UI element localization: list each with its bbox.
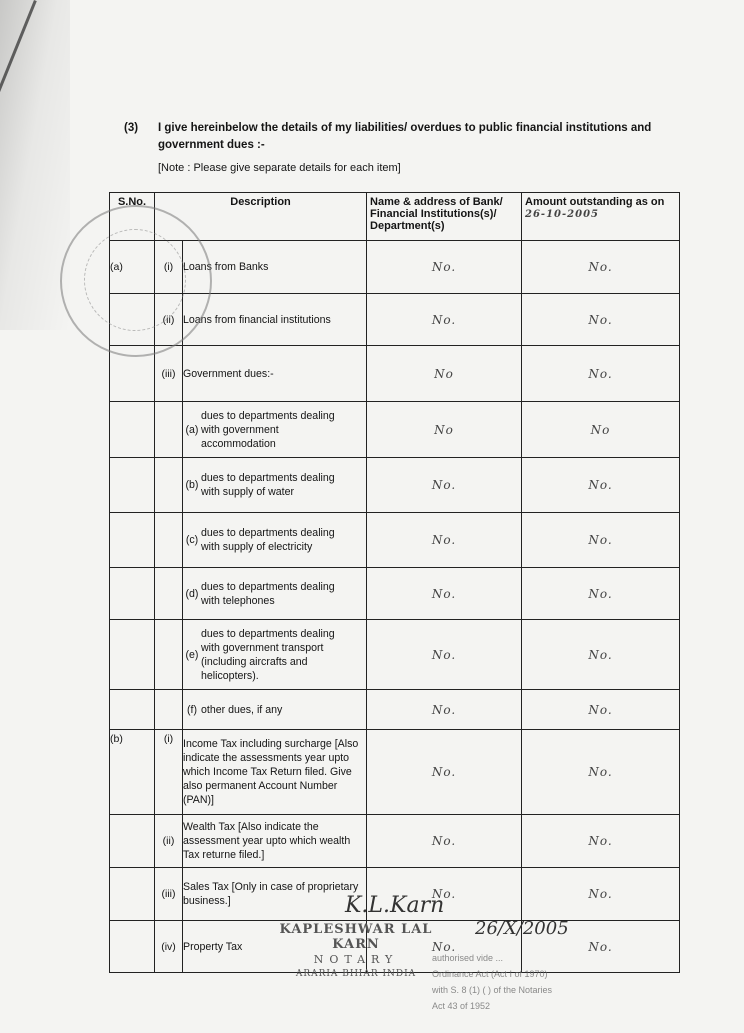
row-amount: No.	[522, 568, 680, 620]
row-letter: (d)	[185, 587, 199, 600]
row-sub	[155, 620, 183, 690]
row-amount: No.	[522, 815, 680, 868]
row-sub	[155, 568, 183, 620]
row-amount: No.	[522, 513, 680, 568]
header-description: Description	[155, 193, 367, 241]
row-bank: No.	[367, 730, 522, 815]
row-amount: No.	[522, 868, 680, 921]
notary-place: ARARIA BIHAR INDIA	[295, 969, 417, 979]
row-amount: No.	[522, 730, 680, 815]
row-description	[183, 458, 367, 513]
faded-line: with S. 8 (1) ( ) of the Notaries	[432, 985, 553, 995]
table-row	[110, 690, 680, 730]
header-amount-date: 26-10-2005	[525, 209, 599, 220]
row-description: Loans from financial institutions	[183, 294, 367, 346]
row-amount: No	[522, 402, 680, 458]
section-number: (3)	[124, 122, 139, 134]
table-row	[110, 346, 680, 402]
notary-name: KAPLESHWAR LAL KARN	[279, 922, 433, 952]
row-desc-text: dues to departments dealing with government transport (including aircrafts and helicopters).	[201, 627, 335, 682]
row-sno	[110, 402, 155, 458]
row-description	[183, 513, 367, 568]
row-sno	[110, 921, 155, 973]
row-bank: No	[367, 402, 522, 458]
signature-date: 26/X/2005	[475, 918, 569, 939]
faded-line: Act 43 of 1952	[432, 1001, 491, 1011]
row-sub: (ii)	[155, 294, 183, 346]
row-bank: No.	[367, 868, 522, 921]
row-bank: No.	[367, 815, 522, 868]
row-sub	[155, 690, 183, 730]
table-row	[110, 620, 680, 690]
row-sub: (iii)	[155, 346, 183, 402]
row-description: Loans from Banks	[183, 241, 367, 294]
row-description: Wealth Tax [Also indicate the assessment year upto which wealth Tax returne filed.]	[183, 815, 367, 868]
header-sno: S.No.	[110, 193, 155, 241]
row-sub: (i)	[155, 241, 183, 294]
row-amount: No.	[522, 690, 680, 730]
row-description	[183, 402, 367, 458]
faded-line: authorised vide ...	[432, 953, 504, 963]
table-row	[110, 458, 680, 513]
row-sub: (ii)	[155, 815, 183, 868]
header-amount	[522, 193, 680, 241]
table-row	[110, 815, 680, 868]
table-row	[110, 568, 680, 620]
row-description: Income Tax including surcharge [Also indicate the assessments year upto which Income Tax Return filed. Give also permanent Account Number (PAN)]	[183, 730, 367, 815]
header-amount-prefix: Amount outstanding as on	[525, 196, 665, 208]
row-amount: No.	[522, 346, 680, 402]
row-sno	[110, 458, 155, 513]
row-bank: No.	[367, 513, 522, 568]
row-letter: (b)	[185, 479, 199, 491]
row-description	[183, 620, 367, 690]
row-sub	[155, 513, 183, 568]
row-bank: No.	[367, 620, 522, 690]
table-row	[110, 513, 680, 568]
row-description	[183, 568, 367, 620]
row-sno: (b)	[110, 730, 155, 815]
row-bank: No.	[367, 294, 522, 346]
row-description: Property Tax	[183, 921, 367, 973]
row-desc-text: dues to departments dealing with telephones	[201, 580, 335, 607]
row-desc-text: dues to departments dealing with government accommodation	[201, 409, 335, 450]
row-bank: No	[367, 346, 522, 402]
row-desc-text: dues to departments dealing with supply of electricity	[201, 527, 335, 553]
row-description	[183, 690, 367, 730]
row-letter: (e)	[185, 648, 199, 661]
section-text: I give hereinbelow the details of my liabilities/ overdues to public financial institutions and government dues :-	[158, 122, 652, 151]
row-sno	[110, 690, 155, 730]
row-sub: (i)	[155, 730, 183, 815]
row-letter: (a)	[185, 423, 199, 436]
header-bank: Name & address of Bank/ Financial Institutions(s)/ Department(s)	[367, 193, 522, 241]
row-bank: No.	[367, 921, 522, 973]
row-amount: No.	[522, 294, 680, 346]
row-bank: No.	[367, 568, 522, 620]
row-sno	[110, 815, 155, 868]
faded-line: Ordinance Act (Act I of 1970)	[432, 969, 548, 979]
row-letter: (c)	[185, 534, 199, 546]
row-amount: No.	[522, 458, 680, 513]
government-seal-inner	[84, 229, 186, 331]
signature: K.L.Karn	[345, 893, 445, 918]
row-description: Government dues:-	[183, 346, 367, 402]
row-sub	[155, 402, 183, 458]
row-sno	[110, 568, 155, 620]
row-sno	[110, 513, 155, 568]
row-sno	[110, 620, 155, 690]
section-note: [Note : Please give separate details for each item]	[158, 162, 401, 174]
row-sub	[155, 458, 183, 513]
row-amount: No.	[522, 921, 680, 973]
row-desc-text: dues to departments dealing with supply of water	[201, 472, 335, 498]
government-seal	[60, 205, 212, 357]
row-bank: No.	[367, 241, 522, 294]
row-letter: (f)	[187, 703, 197, 716]
row-sub: (iii)	[155, 868, 183, 921]
table-row	[110, 730, 680, 815]
row-amount: No.	[522, 620, 680, 690]
row-sno	[110, 868, 155, 921]
row-description: Sales Tax [Only in case of proprietary business.]	[183, 868, 367, 921]
notary-title: NOTARY	[313, 953, 399, 966]
notary-authority-text	[432, 950, 682, 1014]
row-amount: No.	[522, 241, 680, 294]
row-sno: (a)	[110, 241, 155, 294]
table-row	[110, 402, 680, 458]
row-bank: No.	[367, 458, 522, 513]
notary-stamp	[256, 922, 456, 982]
row-sub: (iv)	[155, 921, 183, 973]
row-bank: No.	[367, 690, 522, 730]
row-desc-text: other dues, if any	[201, 703, 283, 716]
